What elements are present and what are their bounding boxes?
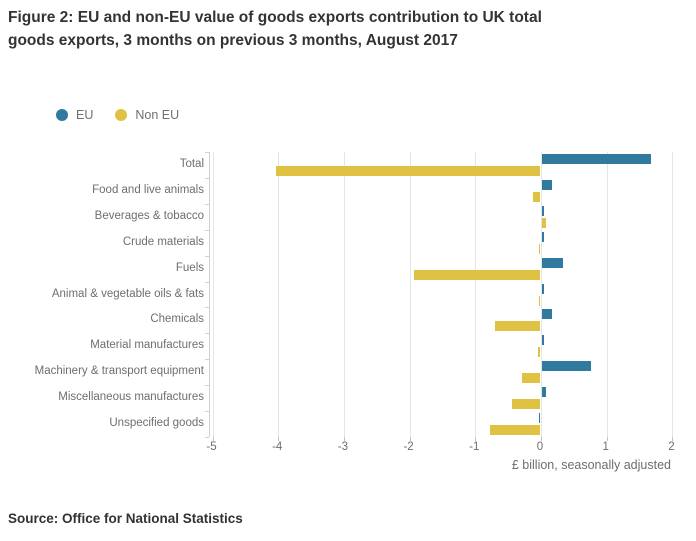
category-label: Food and live animals bbox=[92, 183, 204, 196]
gridline-x-1 bbox=[607, 152, 608, 437]
bar-eu-total bbox=[542, 154, 651, 164]
bar-non-eu-animal-vegetable-oils-fats bbox=[539, 296, 541, 306]
y-tickmark bbox=[205, 152, 209, 153]
y-tickmark bbox=[205, 307, 209, 308]
category-label: Total bbox=[179, 157, 204, 170]
bar-eu-fuels bbox=[542, 258, 563, 268]
y-tickmark bbox=[205, 437, 209, 438]
bar-non-eu-machinery-transport-equipment bbox=[522, 373, 540, 383]
y-tickmark bbox=[205, 204, 209, 205]
x-tick-label: -2 bbox=[403, 441, 414, 453]
gridline-x--5 bbox=[213, 152, 214, 437]
bar-eu-unspecified-goods bbox=[539, 413, 541, 423]
bar-eu-food-and-live-animals bbox=[542, 180, 552, 190]
bar-non-eu-total bbox=[276, 166, 540, 176]
gridline-x--4 bbox=[278, 152, 279, 437]
y-tickmark bbox=[205, 282, 209, 283]
bar-non-eu-miscellaneous-manufactures bbox=[512, 399, 540, 409]
y-tickmark bbox=[205, 411, 209, 412]
y-tickmark bbox=[205, 333, 209, 334]
y-tickmark bbox=[205, 385, 209, 386]
bar-eu-machinery-transport-equipment bbox=[542, 361, 591, 371]
y-tickmark bbox=[205, 256, 209, 257]
bar-non-eu-material-manufactures bbox=[538, 347, 540, 357]
bar-non-eu-chemicals bbox=[495, 321, 540, 331]
bar-eu-animal-vegetable-oils-fats bbox=[542, 284, 544, 294]
legend-label: EU bbox=[76, 108, 94, 122]
bar-eu-beverages-tobacco bbox=[542, 206, 544, 216]
x-tick-label: -4 bbox=[272, 441, 283, 453]
category-label: Machinery & transport equipment bbox=[34, 365, 204, 378]
bar-eu-chemicals bbox=[542, 309, 552, 319]
source-text: Source: Office for National Statistics bbox=[8, 511, 243, 526]
category-label: Miscellaneous manufactures bbox=[58, 391, 204, 404]
gridline-x-2 bbox=[672, 152, 673, 437]
bar-eu-miscellaneous-manufactures bbox=[542, 387, 546, 397]
x-tick-label: 0 bbox=[536, 441, 544, 453]
bar-non-eu-crude-materials bbox=[539, 244, 541, 254]
category-label: Beverages & tobacco bbox=[94, 209, 204, 222]
x-tick-label: 2 bbox=[668, 441, 675, 453]
category-label: Chemicals bbox=[150, 313, 204, 326]
x-tick-label: -5 bbox=[206, 441, 217, 453]
category-label: Crude materials bbox=[122, 235, 204, 248]
category-label: Material manufactures bbox=[90, 339, 204, 352]
legend-label: Non EU bbox=[135, 108, 180, 122]
category-label: Animal & vegetable oils & fats bbox=[51, 287, 204, 300]
x-axis-label: £ billion, seasonally adjusted bbox=[511, 458, 671, 472]
y-tickmark bbox=[205, 230, 209, 231]
bar-non-eu-food-and-live-animals bbox=[533, 192, 540, 202]
category-label: Fuels bbox=[175, 261, 204, 274]
gridline-x--1 bbox=[475, 152, 476, 437]
plot-area bbox=[209, 152, 678, 437]
bar-non-eu-beverages-tobacco bbox=[542, 218, 546, 228]
x-tick-label: 1 bbox=[602, 441, 609, 453]
y-tickmark bbox=[205, 178, 209, 179]
category-label: Unspecified goods bbox=[109, 417, 204, 430]
bar-non-eu-fuels bbox=[414, 270, 540, 280]
gridline-x--2 bbox=[410, 152, 411, 437]
bar-non-eu-unspecified-goods bbox=[490, 425, 540, 435]
figure-title: Figure 2: EU and non-EU value of goods exports contribution to UK total goods exports, 3 months on previous 3 months, August 2017 bbox=[8, 9, 542, 50]
gridline-x--3 bbox=[344, 152, 345, 437]
bar-eu-crude-materials bbox=[542, 232, 544, 242]
x-tick-label: -3 bbox=[337, 441, 349, 453]
y-tickmark bbox=[205, 359, 209, 360]
bar-eu-material-manufactures bbox=[542, 335, 544, 345]
x-tick-label: -1 bbox=[469, 441, 480, 453]
